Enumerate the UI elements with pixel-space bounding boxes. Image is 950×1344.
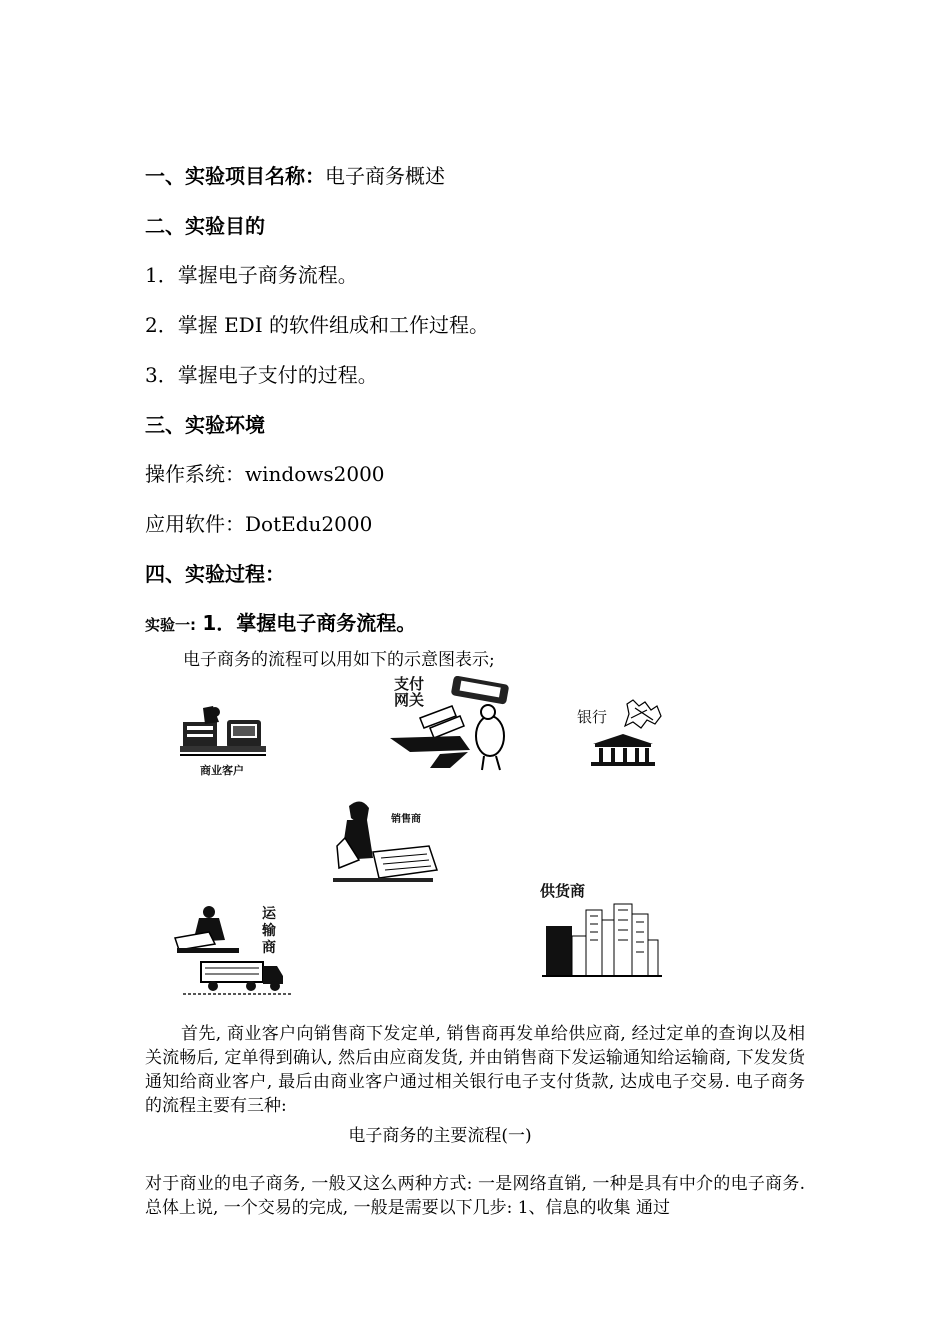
transport-label-1: 运 — [262, 906, 276, 922]
os-value: windows2000 — [245, 462, 385, 486]
project-name: 电子商务概述 — [325, 164, 445, 188]
transport-label-2: 输 — [262, 923, 276, 939]
experiment-intro: 电子商务的流程可以用如下的示意图表示; — [183, 650, 495, 670]
gateway-label-1: 支付 — [394, 675, 425, 693]
supplier-figure — [540, 880, 665, 980]
section-3-heading: 三、实验环境 — [145, 413, 265, 437]
process-paragraph: 首先, 商业客户向销售商下发定单, 销售商再发单给供应商, 经过定单的查询以及相关流畅后, 定单得到确认, 然后由应商发货, 并由销售商下发运输通知给运输商, 下发发货通知给商业客户, 最后由商业客户通过相关银行电子支付货款, 达成电子交易. 电子商务的流程主要有三种: — [145, 1024, 805, 1116]
os-line — [145, 461, 385, 487]
section-1-heading — [145, 163, 445, 189]
software-label: 应用软件： — [145, 512, 245, 536]
section-4-heading: 四、实验过程： — [145, 562, 285, 586]
commerce-paragraph: 对于商业的电子商务, 一般又这么两种方式: 一是网络直销, 一种是具有中介的电子商务. 总体上说, 一个交易的完成, 一般是需要以下几步: 1、信息的收集 通过 — [145, 1174, 805, 1218]
seller-label: 销售商 — [391, 814, 421, 825]
transport-figure — [173, 900, 298, 1000]
customer-figure — [175, 700, 275, 780]
section-1-label: 一、实验项目名称： — [145, 164, 325, 188]
gateway-figure — [390, 676, 520, 776]
bank-figure — [575, 696, 675, 771]
experiment-title: 1．掌握电子商务流程。 — [202, 611, 417, 635]
gateway-label-2: 网关 — [394, 691, 425, 709]
os-label: 操作系统： — [145, 462, 245, 486]
experiment-prefix: 实验一: — [145, 616, 196, 634]
software-value: DotEdu2000 — [245, 512, 373, 536]
supplier-label: 供货商 — [540, 882, 586, 900]
customer-icon — [175, 700, 275, 760]
goal-1: 1．掌握电子商务流程。 — [145, 263, 358, 287]
seller-icon — [333, 798, 443, 886]
customer-label: 商业客户 — [200, 764, 244, 777]
transport-label-3: 商 — [262, 940, 276, 956]
goal-2: 2．掌握 EDI 的软件组成和工作过程。 — [145, 313, 489, 337]
bank-label: 银行 — [577, 708, 608, 726]
supplier-icon — [540, 880, 665, 980]
seller-figure — [333, 798, 443, 886]
software-line — [145, 511, 372, 537]
section-2-heading: 二、实验目的 — [145, 214, 265, 238]
bank-icon — [575, 696, 675, 771]
flow-caption: 电子商务的主要流程(一) — [348, 1126, 532, 1146]
experiment-heading — [145, 610, 416, 638]
goal-3: 3．掌握电子支付的过程。 — [145, 363, 378, 387]
gateway-icon — [390, 676, 520, 776]
transport-icon — [173, 900, 298, 1000]
